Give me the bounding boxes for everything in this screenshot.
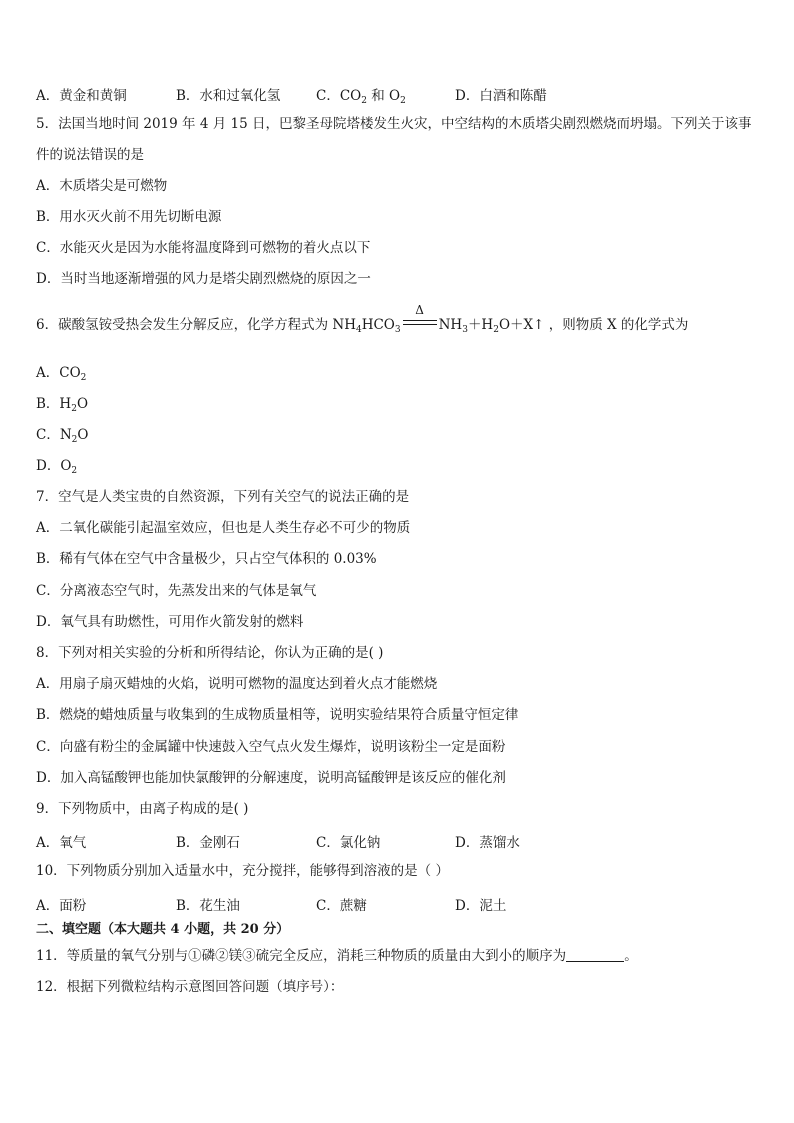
q12-stem: 12．根据下列微粒结构示意图回答问题（填序号）：: [36, 979, 344, 995]
q8-option-c: C．向盛有粉尘的金属罐中快速鼓入空气点火发生爆炸，说明该粉尘一定是面粉: [36, 739, 506, 755]
q8-option-a: A．用扇子扇灭蜡烛的火焰，说明可燃物的温度达到着火点才能燃烧: [36, 676, 438, 692]
q5-option-a: A．木质塔尖是可燃物: [36, 178, 168, 194]
section2-title: 二、填空题（本大题共 4 小题，共 20 分）: [36, 922, 290, 937]
q9-stem: 9．下列物质中，由离子构成的是( ): [36, 801, 249, 817]
q10-option-c: C．蔗糖: [316, 898, 367, 914]
q10-stem: 10．下列物质分别加入适量水中，充分搅拌，能够得到溶液的是（ ）: [36, 863, 449, 879]
q10-option-a: A．面粉: [36, 898, 87, 914]
q6-option-b: B．$H_2O$: [36, 396, 89, 414]
heating-arrow: [403, 303, 437, 334]
q4-option-c: C．$CO_2$ 和 $O_2$: [316, 88, 406, 106]
q5-option-c: C．水能灭火是因为水能将温度降到可燃物的着火点以下: [36, 240, 371, 256]
q9-option-b: B．金刚石: [176, 835, 240, 851]
q9-option-d: D．蒸馏水: [455, 835, 520, 851]
q10-option-b: B．花生油: [176, 898, 240, 914]
q4-option-b: B．水和过氧化氢: [176, 88, 281, 104]
q4-option-a: A．黄金和黄铜: [36, 88, 127, 104]
q11-stem: 11．等质量的氧气分别与①磷②镁③硫完全反应，消耗三种物质的质量由大到小的顺序为 。: [36, 948, 638, 964]
q8-stem: 8．下列对相关实验的分析和所得结论，你认为正确的是( ): [36, 645, 384, 661]
q6-option-c: C．$N_2O$: [36, 427, 89, 445]
q4-option-d: D．白酒和陈醋: [455, 88, 547, 104]
q6-stem: 6．碳酸氢铵受热会发生分解反应，化学方程式为 $NH_4HCO_3$ Δ $NH_3+H_2O+X↑$ ，则物质 X 的化学式为: [36, 303, 689, 335]
q5-option-d: D．当时当地逐渐增强的风力是塔尖剧烈燃烧的原因之一: [36, 271, 371, 287]
answer-blank[interactable]: [566, 947, 624, 962]
q7-stem: 7．空气是人类宝贵的自然资源，下列有关空气的说法正确的是: [36, 489, 410, 505]
q6-option-d: D．$O_2$: [36, 458, 78, 476]
q7-option-b: B．稀有气体在空气中含量极少，只占空气体积的 0.03%: [36, 551, 377, 567]
q9-option-c: C．氯化钠: [316, 835, 381, 851]
q5-option-b: B．用水灭火前不用先切断电源: [36, 209, 222, 225]
q7-option-a: A．二氧化碳能引起温室效应，但也是人类生存必不可少的物质: [36, 520, 411, 536]
q5-stem-line2: 件的说法错误的是: [36, 147, 144, 163]
q9-option-a: A．氧气: [36, 835, 87, 851]
q7-option-d: D．氧气具有助燃性，可用作火箭发射的燃料: [36, 614, 304, 630]
delta-symbol: Δ: [415, 303, 424, 317]
q6-option-a: A．$CO_2$: [36, 365, 87, 383]
q10-option-d: D．泥土: [455, 898, 507, 914]
q8-option-b: B．燃烧的蜡烛质量与收集到的生成物质量相等，说明实验结果符合质量守恒定律: [36, 707, 519, 723]
q8-option-d: D．加入高锰酸钾也能加快氯酸钾的分解速度，说明高锰酸钾是该反应的催化剂: [36, 770, 506, 786]
q7-option-c: C．分离液态空气时，先蒸发出来的气体是氧气: [36, 583, 317, 599]
q5-stem-line1: 5．法国当地时间 2019 年 4 月 15 日，巴黎圣母院塔楼发生火灾，中空结构的木质塔尖剧烈燃烧而坍塌。下列关于该事: [36, 116, 752, 132]
